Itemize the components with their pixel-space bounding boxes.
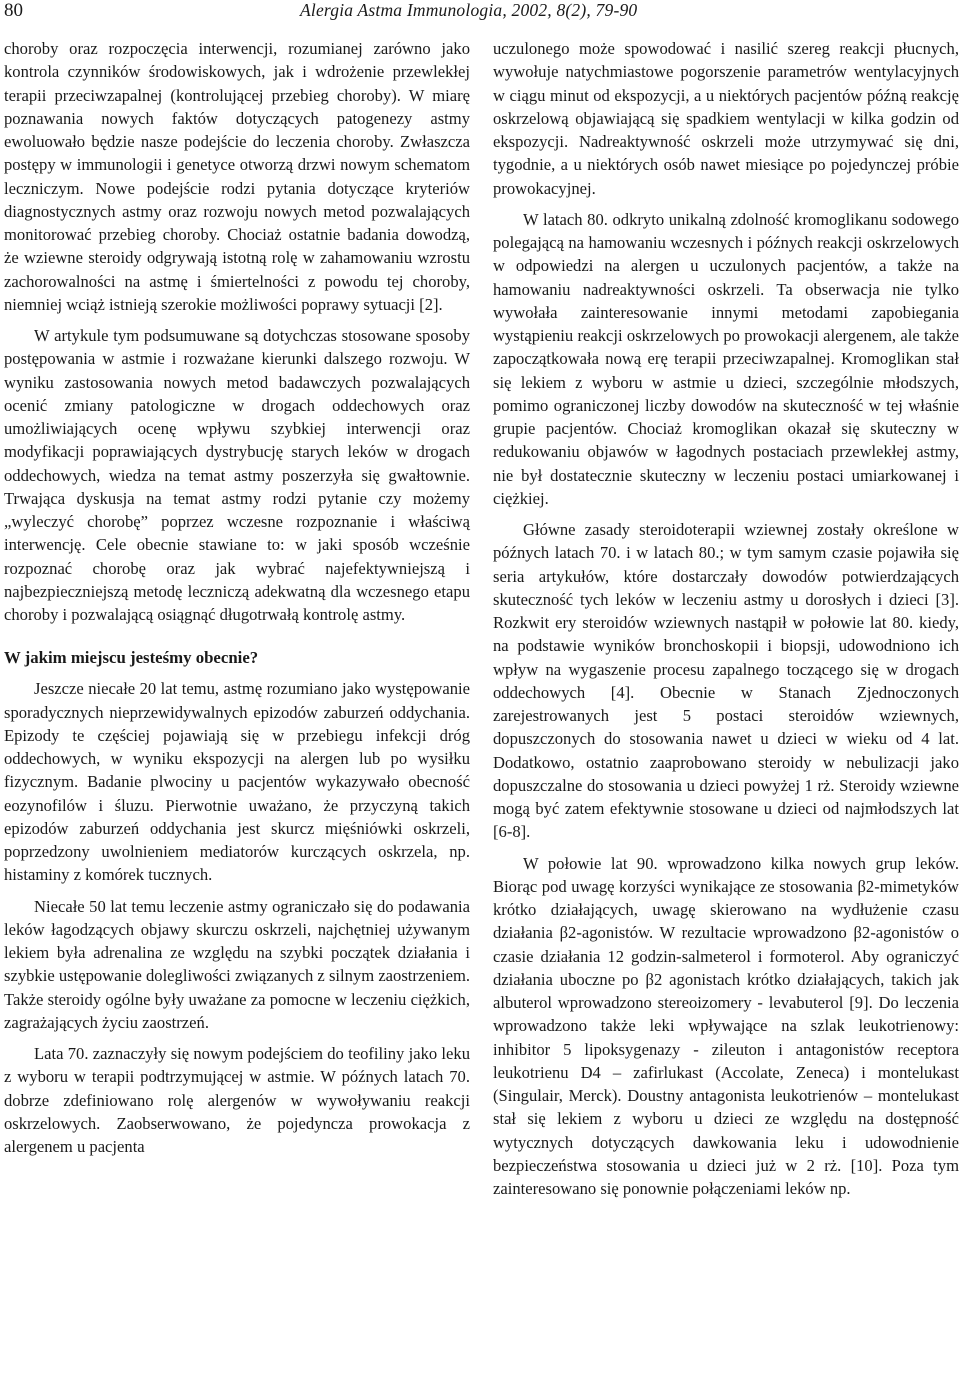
left-column — [4, 37, 470, 1158]
page-number: 80 — [4, 0, 23, 21]
paragraph: W latach 80. odkryto unikalną zdolność kromoglikanu sodowego polegającą na hamowaniu wczesnych i późnych reakcji oskrzelowych w odpowiedzi na alergen u uczulonych pacjentów, a także na hamowaniu nadreaktywności oskrzeli. Ta obserwacja nie tylko wywołała zainteresowanie innymi metodami zapobiegania wystąpieniu reakcji oskrzelowych po prowokacji alergenem, ale także zapoczątkowała nową erę terapii przeciwzapalnej. Kromoglikan stał się lekiem z wyboru w astmie u dzieci, szczególnie młodszych, pomimo ograniczonej liczby dowodów na skuteczność w tej właśnie grupie pacjentów. Chociaż kromoglikan okazał się skuteczny w redukowaniu objawów w łagodnych postaciach przewlekłej astmy, nie był dostatecznie skuteczny w leczeniu postaci umiarkowanej i ciężkiej. — [493, 209, 959, 508]
section-heading: W jakim miejscu jesteśmy obecnie? — [4, 648, 259, 668]
paragraph: W artykule tym podsumuwane są dotychczas stosowane sposoby postępowania w astmie i rozważane kierunki dalszego rozwoju. W wyniku zastosowania nowych metod badawczych pozwalających ocenić zmiany patologiczne w drogach oddechowych oraz umożliwiających ocenę wpływu szybkiej interwencji oraz modyfikacji poprawiających dystrybucję starych leków w drogach oddechowych, wiedza na temat astmy poszerzyła się gwałtownie. Trwająca dyskusja na temat astmy rodzi pytanie czy możemy „wyleczyć chorobę” poprzez wczesne rozpoznanie i właściwą interwencję. Cele obecnie stawiane to: w jaki sposób wcześnie rozpoznać chorobę oraz jak wybrać najefektywniejszą i najbezpieczniejszą metodę leczniczą adekwatną dla wczesnego etapu choroby i pozwalającą osiągnąć długotrwałą kontrolę astmy. — [4, 326, 470, 624]
paragraph: uczulonego może spowodować i nasilić szereg reakcji płucnych, wywołuje natychmiastowe pogorszenie parametrów wentylacyjnych w ciągu minut od ekspozycji, a u niektórych pacjentów późną reakcję oskrzelową objawiającą się spadkiem wentylacji w kilka godzin od ekspozycji. Nadreaktywność oskrzeli może utrzymywać się dni, tygodnie, a u niektórych osób nawet miesiące po pojedynczej próbie prowokacyjnej. — [493, 39, 959, 198]
paragraph: Jeszcze niecałe 20 lat temu, astmę rozumiano jako występowanie sporadycznych nieprzewidywalnych epizodów zaburzeń oddychania. Epizody te częściej pojawiają się w przebiegu infekcji dróg oddechowych, w wyniku ekspozycji na alergen lub po wysiłku fizycznym. Badanie plwociny u pacjentów wykazywało obecność eozynofilów i śluzu. Pierwotnie uważano, że przyczyną takich epizodów zaburzeń oddychania jest skurcz mięśniówki oskrzeli, poprzedzony uwolnieniem mediatorów kurczących oskrzela, np. histaminy z komórek tucznych. — [4, 679, 470, 885]
paragraph: Lata 70. zaznaczyły się nowym podejściem do teofiliny jako leku z wyboru w terapii podtrzymującej w astmie. W późnych latach 70. dobrze zdefiniowano rolę alergenów w wywoływaniu reakcji oskrzelowych. Zaobserwowano, że pojedyncza prowokacja z alergenem u pacjenta — [4, 1044, 470, 1156]
page-header — [0, 0, 960, 30]
paragraph: Niecałe 50 lat temu leczenie astmy ograniczało się do podawania leków łagodzących objawy skurczu oskrzeli, najchętniej używanym lekiem była adrenalina ze względu na szybki początek działania i szybkie ustępowanie dolegliwości związanych z silnym zaostrzeniem. Także steroidy ogólne były uważane za pomocne w leczeniu ciężkich, zagrażających życiu zaostrzeń. — [4, 896, 470, 1032]
right-column — [493, 37, 959, 1200]
paragraph: choroby oraz rozpoczęcia interwencji, rozumianej zarówno jako kontrola czynników środowiskowych, jak i wdrożenie przewlekłej terapii przeciwzapalnej (kontrolującej przebieg choroby). W miarę poznawania nowych faktów dotyczących patogenezy astmy ewoluowało będzie nasze podejście do leczenia choroby. Zwłaszcza postępy w immunologii i genetyce otworzą drzwi nowym schematom leczniczym. Nowe podejście rodzi pytania dotyczące kryteriów diagnostycznych astmy oraz rozwoju nowych metod pozwalających monitorować przebieg choroby. Chociaż ostatnie badania dowodzą, że wziewne steroidy odgrywają istotną rolę w zahamowaniu wzrostu zachorowalności na astmę i śmiertelności z powodu tej choroby, niemniej wciąż istnieją szerokie możliwości poprawy sytuacji [2]. — [4, 39, 470, 314]
paragraph: W połowie lat 90. wprowadzono kilka nowych grup leków. Biorąc pod uwagę korzyści wynikające ze stosowania β2-mimetyków krótko działających, uwagę skierowano na wydłużenie czasu działania β2-agonistów. W rezultacie wprowadzono β2-agonistów o czasie działania 12 godzin-salmeterol i formoterol. Aby ograniczyć działania uboczne po β2 agonistach krótko działających, takich jak albuterol wprowadzono stereoizomery - levabuterol [9]. Do leczenia wprowadzono także leki wpływające na szlak leukotrienowy: inhibitor 5 lipoksygenazy - zileuton i antagonistów receptora leukotrienu D4 – zafirlukast (Accolate, Zeneca) i montelukast (Singulair, Merck). Doustny antagonista leukotrienów – montelukast stał się lekiem z wyboru u dzieci ze względu na dostępność wytycznych dotyczących dawkowania leku i udowodnienie bezpieczeństwa stosowania u dzieci już w 2 rż. [10]. Poza tym zainteresowano się ponownie połączeniami leków np. — [493, 853, 959, 1198]
journal-citation: Alergia Astma Immunologia, 2002, 8(2), 79-90 — [300, 0, 638, 20]
paragraph: Główne zasady steroidoterapii wziewnej zostały określone w późnych latach 70. i w latach 80.; w tym samym czasie pojawiła się seria artykułów, które dostarczały dowodów potwierdzających skuteczność tych leków w leczeniu astmy u dorosłych i dzieci [3]. Rozkwit ery steroidów wziewnych nastąpił w połowie lat 80. kiedy, na podstawie wyników bronchoskopii i biopsji, udowodniono ich wpływ na wygaszenie procesu zapalnego toczącego się w drogach oddechowych [4]. Obecnie w Stanach Zjednoczonych zarejestrowanych jest 5 postaci steroidów wziewnych, dopuszczonych do stosowania nawet u dzieci w wieku od 4 lat. Dodatkowo, ostatnio zaaprobowano steroidy w nebulizacji jako dopuszczalne do stosowania u dzieci powyżej 1 rż. Steroidy wziewne mogą być zatem efektywnie stosowane u dzieci od najmłodszych lat [6-8]. — [493, 520, 959, 842]
